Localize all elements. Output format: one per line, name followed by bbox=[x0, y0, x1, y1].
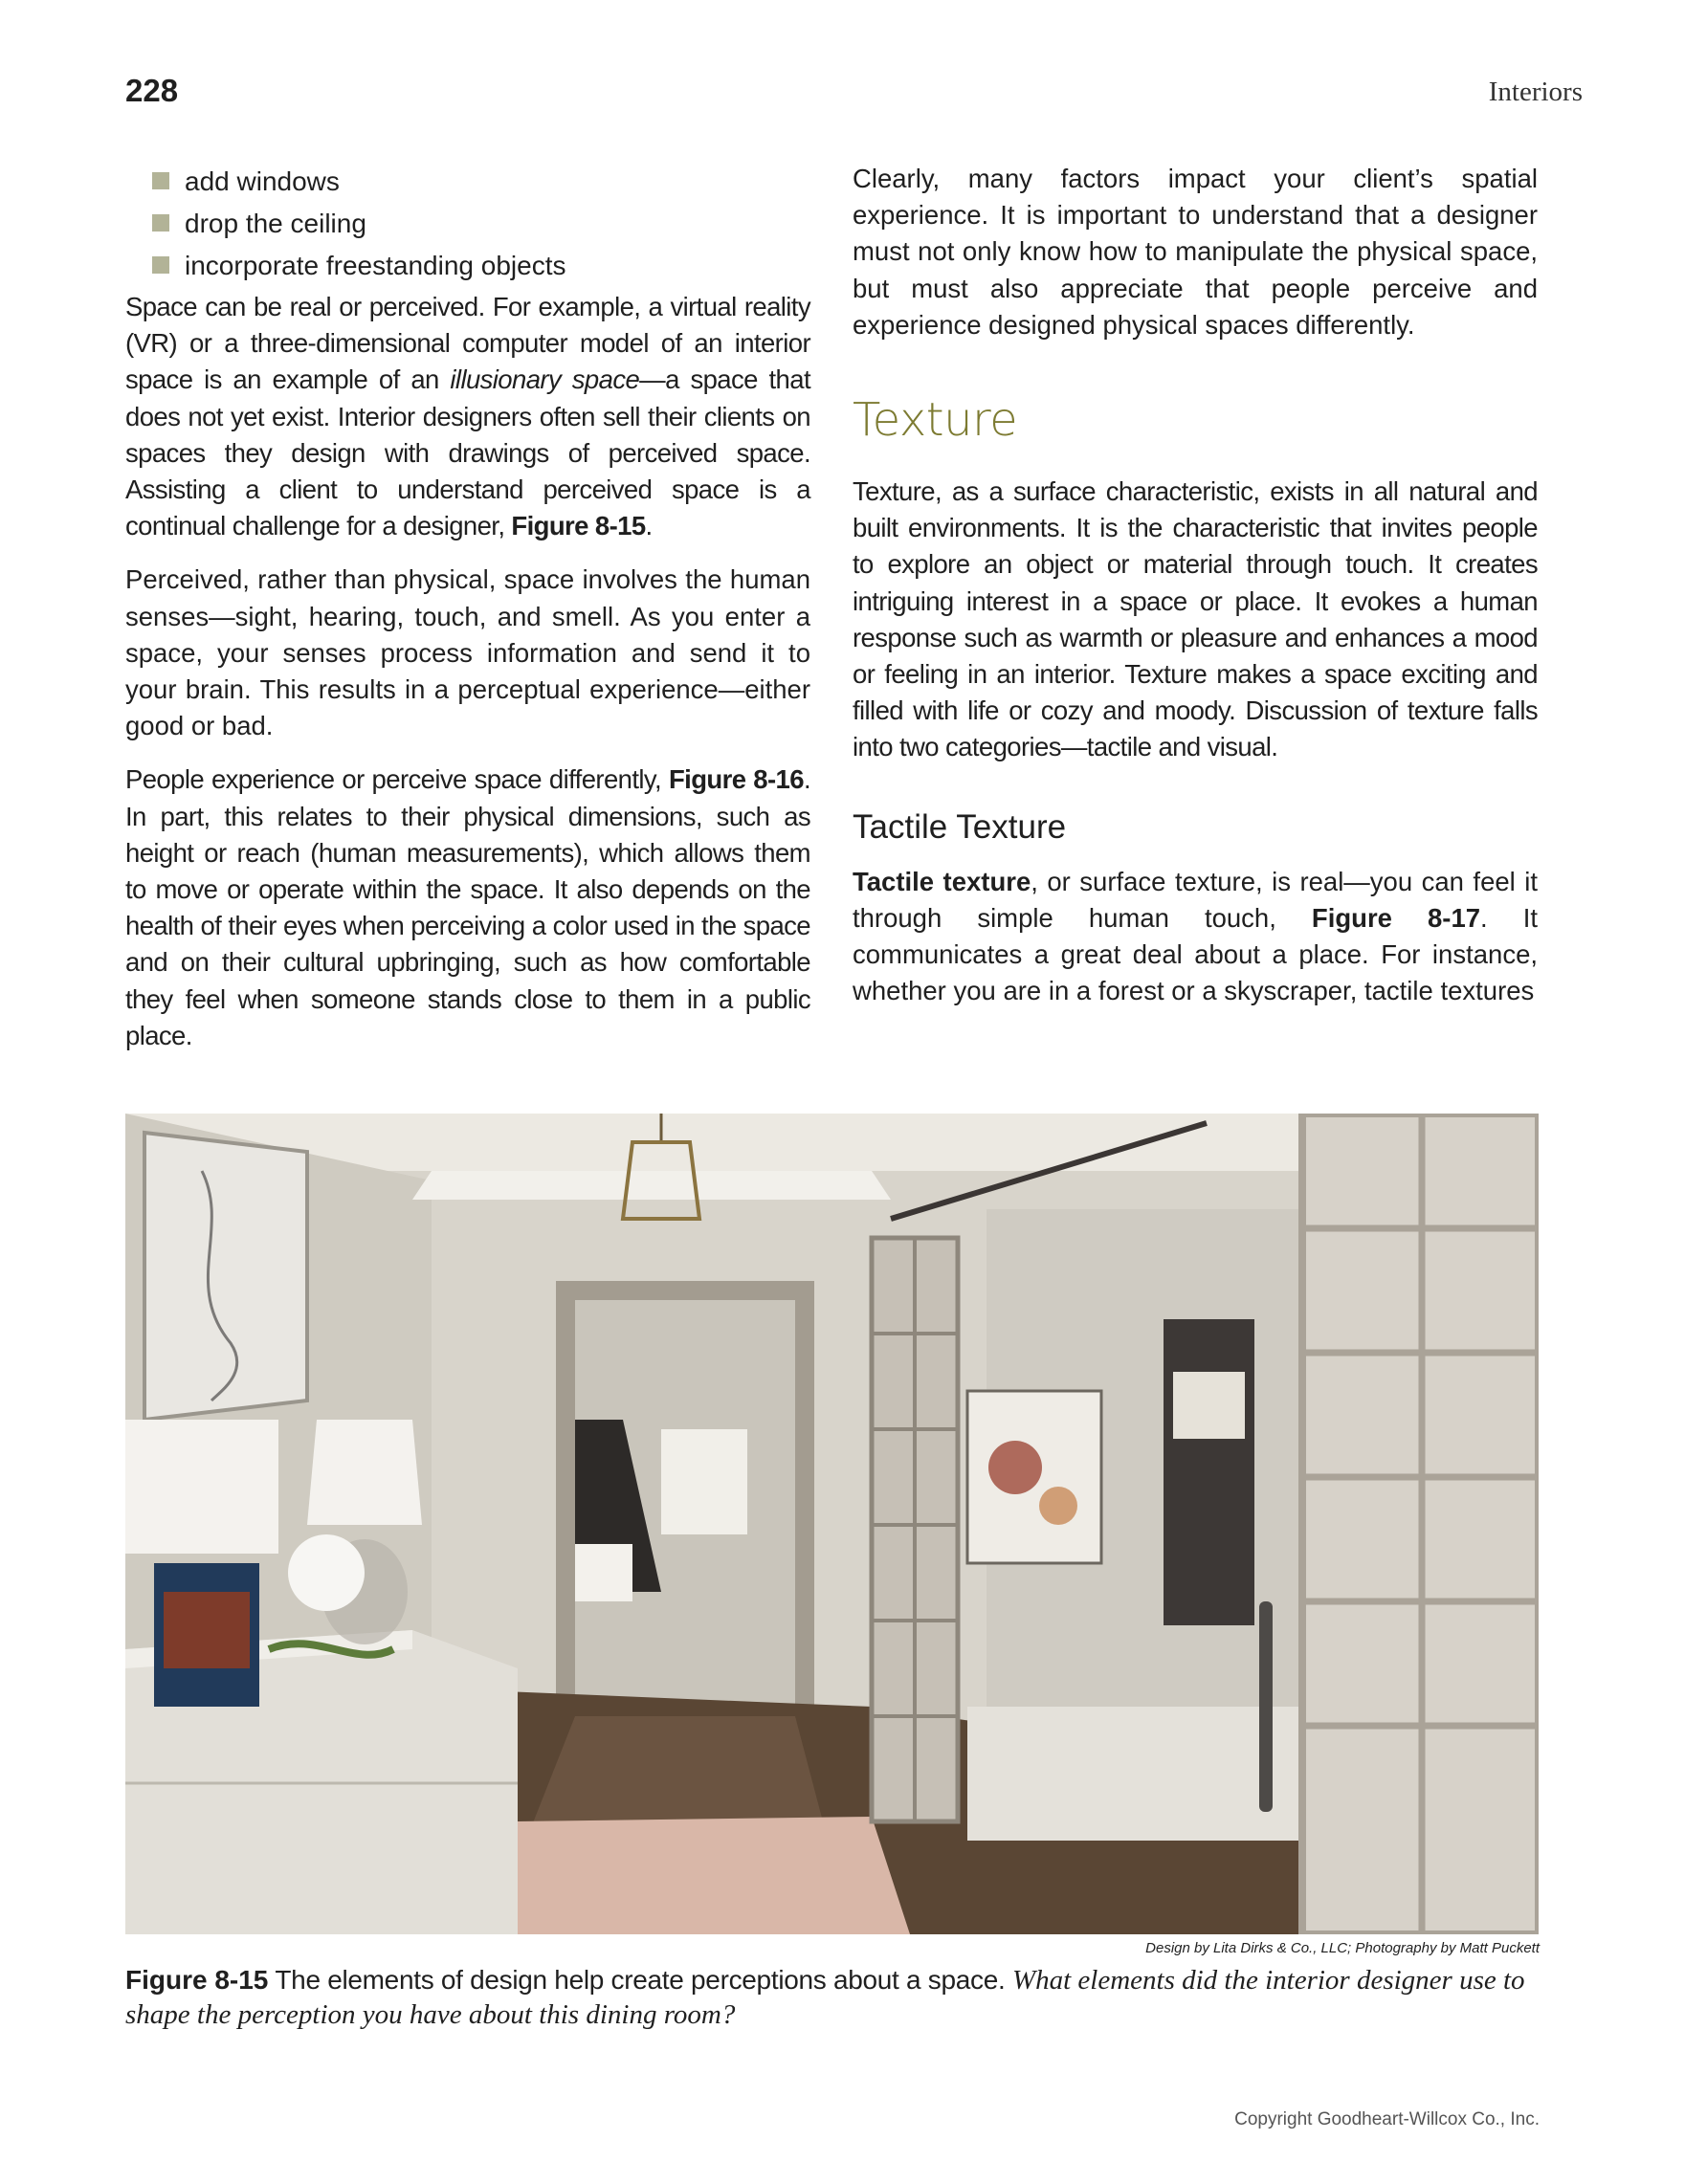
figure-caption-text: The elements of design help create perceptions about a space. bbox=[268, 1965, 1012, 1995]
figure-reference: Figure 8-16 bbox=[668, 764, 804, 795]
paragraph-perceived-space: Perceived, rather than physical, space involves the human senses—sight, hearing, touch, and smell. As you enter a space, your senses process information and send it to your brain. This results in a perceptual experience—either good or bad. bbox=[125, 564, 810, 741]
term-illusionary-space: illusionary space bbox=[450, 364, 640, 395]
interior-photo-illustration bbox=[125, 1114, 1539, 1934]
paragraph-illusionary-space: Space can be real or perceived. For example, a virtual reality (VR) or a three-dimensional computer model of an interior space is an example of an illusionary space—a space that does not yet exist. Interior designers often sell their clients on spaces they design with drawings of perceived space. Assisting a client to understand perceived space is a continual challenge for a designer, Figure 8-15. bbox=[125, 292, 810, 541]
paragraph-clearly: Clearly, many factors impact your client’s spatial experience. It is important to understand that a designer must not only know how to manipulate the physical space, but must also appreciate that people perceive and experience designed physical spaces differently. bbox=[853, 164, 1538, 340]
list-item: add windows bbox=[152, 161, 810, 203]
running-head: Interiors bbox=[1488, 77, 1583, 107]
term-tactile-texture: Tactile texture bbox=[853, 866, 1031, 896]
bullet-square-icon bbox=[152, 214, 169, 232]
page-number: 228 bbox=[125, 73, 179, 108]
subheading-tactile-texture: Tactile Texture bbox=[853, 807, 1067, 846]
interior-photo bbox=[125, 1114, 1539, 1934]
list-item: incorporate freestanding objects bbox=[152, 245, 810, 287]
section-heading-texture: Texture bbox=[853, 393, 1018, 448]
bullet-square-icon bbox=[152, 256, 169, 274]
bullet-square-icon bbox=[152, 172, 169, 189]
photo-credit: Design by Lita Dirks & Co., LLC; Photography by Matt Puckett bbox=[1145, 1940, 1540, 1956]
left-column bbox=[125, 161, 810, 1071]
paragraph-tactile-texture: Tactile texture, or surface texture, is real—you can feel it through simple human touch, Figure 8-17. It communicates a great deal about a place. For instance, whether you are in a forest or a skyscraper, tactile textures bbox=[853, 866, 1539, 1006]
list-item: drop the ceiling bbox=[152, 203, 810, 245]
figure-reference: Figure 8-17 bbox=[1311, 902, 1481, 933]
right-column bbox=[853, 161, 1538, 1026]
copyright-notice: Copyright Goodheart-Willcox Co., Inc. bbox=[1234, 2109, 1540, 2129]
paragraph-texture: Texture, as a surface characteristic, exists in all natural and built environments. It is the characteristic that invites people to explore an object or material through touch. It creates intriguing interest in a space or place. It evokes a human response such as warmth or pleasure and enhances a mood or feeling in an interior. Texture makes a space exciting and filled with life or cozy and moody. Discussion of texture falls into two categories—tactile and visual. bbox=[853, 476, 1538, 762]
figure-label: Figure 8-15 bbox=[125, 1965, 269, 1995]
figure-question: What elements did the interior designer use to shape the perception you have about this dining room? bbox=[125, 1965, 1525, 2030]
figure-caption bbox=[125, 1963, 1541, 2032]
paragraph-people-experience: People experience or perceive space differently, Figure 8-16. In part, this relates to their physical dimensions, such as height or reach (human measurements), which allows them to move or operate within the space. It also depends on the health of their eyes when perceiving a color used in the space and on their cultural upbringing, such as how comfortable they feel when someone stands close to them in a public place. bbox=[125, 764, 810, 1050]
figure-reference: Figure 8-15 bbox=[511, 511, 646, 541]
bullet-list bbox=[152, 161, 810, 287]
